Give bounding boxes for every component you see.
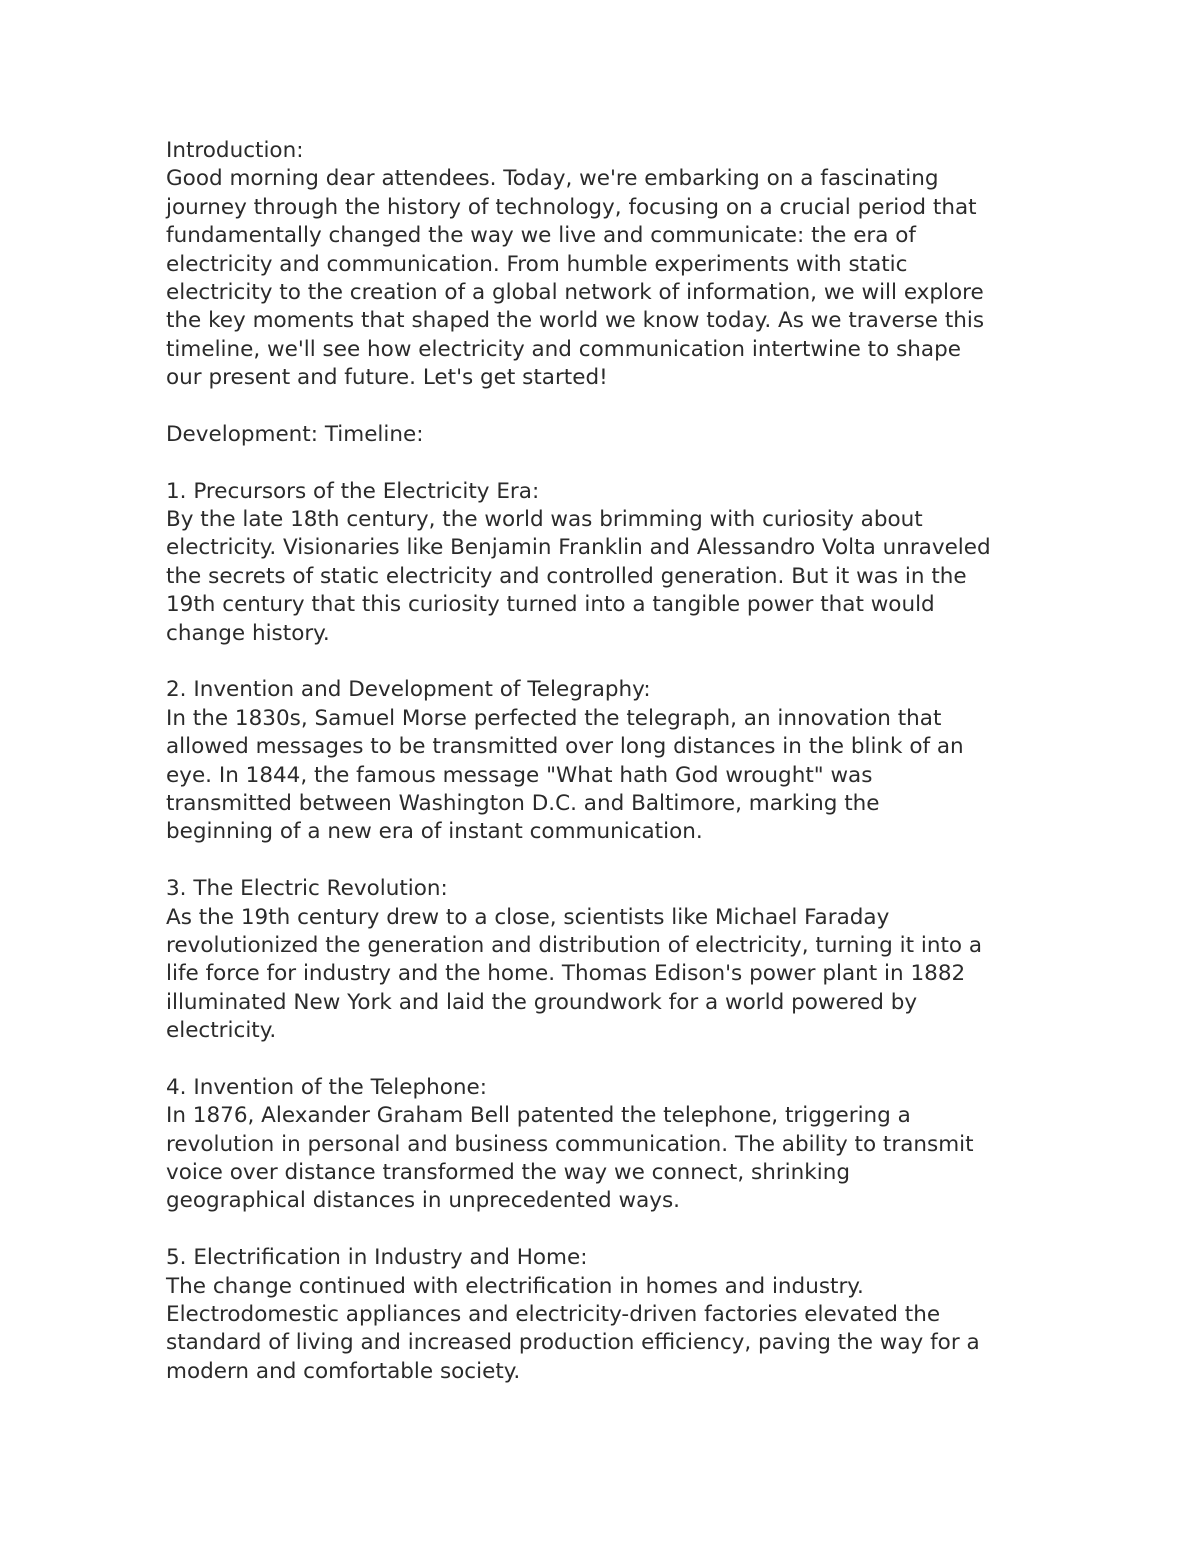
section-heading: 5. Electrification in Industry and Home: [166, 1245, 588, 1271]
intro-line: timeline, we'll see how electricity and communication intertwine to shape [166, 336, 961, 362]
section-line: eye. In 1844, the famous message "What hath God wrought" was [166, 762, 873, 788]
section-line: beginning of a new era of instant communication. [166, 819, 703, 845]
paragraph-spacer [166, 1216, 1046, 1244]
section-heading: 2. Invention and Development of Telegraphy: [166, 677, 651, 703]
section-line: change history. [166, 620, 330, 646]
section-line: allowed messages to be transmitted over long distances in the blink of an [166, 734, 964, 760]
section-line: electricity. [166, 1018, 277, 1044]
section-line: modern and comfortable society. [166, 1358, 521, 1384]
section-line: In the 1830s, Samuel Morse perfected the telegraph, an innovation that [166, 705, 942, 731]
section-heading: 1. Precursors of the Electricity Era: [166, 478, 540, 504]
paragraph-spacer [166, 648, 1046, 676]
intro-line: electricity to the creation of a global network of information, we will explore [166, 279, 984, 305]
section-line: revolution in personal and business communication. The ability to transmit [166, 1131, 974, 1157]
section-line: In 1876, Alexander Graham Bell patented the telephone, triggering a [166, 1103, 911, 1129]
section-line: transmitted between Washington D.C. and Baltimore, marking the [166, 790, 880, 816]
section-line: geographical distances in unprecedented ways. [166, 1188, 681, 1214]
document-body [166, 137, 1046, 1386]
intro-line: journey through the history of technology, focusing on a crucial period that [166, 194, 977, 220]
section-line: Electrodomestic appliances and electricity-driven factories elevated the [166, 1302, 941, 1328]
paragraph-spacer [166, 1046, 1046, 1074]
section-line: voice over distance transformed the way we connect, shrinking [166, 1160, 850, 1186]
section-line: life force for industry and the home. Thomas Edison's power plant in 1882 [166, 961, 966, 987]
development-heading: Development: Timeline: [166, 421, 424, 447]
section-line: By the late 18th century, the world was brimming with curiosity about [166, 507, 923, 533]
section-line: standard of living and increased production efficiency, paving the way for a [166, 1330, 980, 1356]
intro-line: fundamentally changed the way we live and communicate: the era of [166, 223, 916, 249]
section-heading: 4. Invention of the Telephone: [166, 1074, 488, 1100]
section-heading: 3. The Electric Revolution: [166, 876, 448, 902]
intro-line: our present and future. Let's get started! [166, 365, 608, 391]
section-line: The change continued with electrification in homes and industry. [166, 1273, 864, 1299]
section-line: electricity. Visionaries like Benjamin Franklin and Alessandro Volta unraveled [166, 535, 991, 561]
intro-line: electricity and communication. From humble experiments with static [166, 251, 908, 277]
intro-line: the key moments that shaped the world we know today. As we traverse this [166, 308, 985, 334]
paragraph-spacer [166, 847, 1046, 875]
section-line: revolutionized the generation and distribution of electricity, turning it into a [166, 932, 983, 958]
section-line: the secrets of static electricity and controlled generation. But it was in the [166, 563, 967, 589]
paragraph-spacer [166, 393, 1046, 421]
paragraph-spacer [166, 449, 1046, 477]
section-line: As the 19th century drew to a close, scientists like Michael Faraday [166, 904, 890, 930]
section-line: 19th century that this curiosity turned into a tangible power that would [166, 592, 935, 618]
section-line: illuminated New York and laid the groundwork for a world powered by [166, 989, 918, 1015]
intro-heading: Introduction: [166, 138, 304, 163]
intro-line: Good morning dear attendees. Today, we're embarking on a fascinating [166, 166, 939, 192]
